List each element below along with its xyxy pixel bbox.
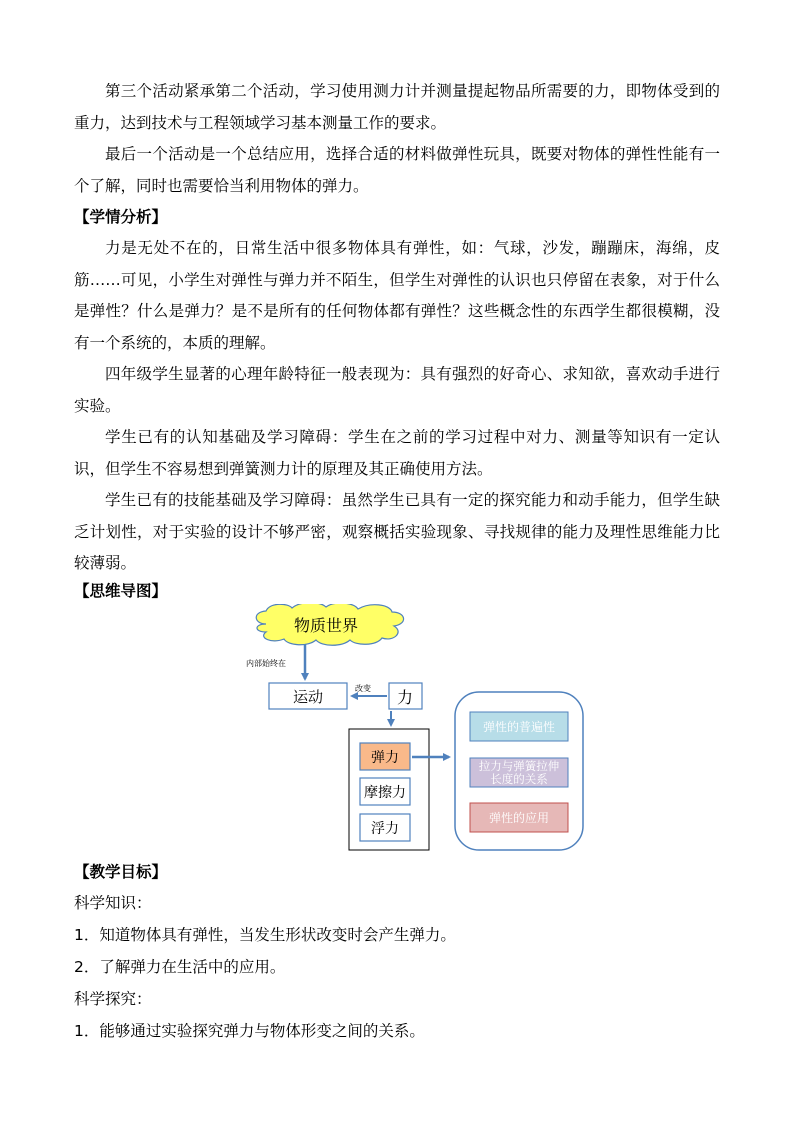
- goal-knowledge-item-1: 1．知道物体具有弹性，当发生形状改变时会产生弹力。: [74, 926, 456, 944]
- elastic-force-label: 弹力: [371, 750, 399, 766]
- goal-inquiry-item-1: 1．能够通过实验探究弹力与物体形变之间的关系。: [74, 1022, 425, 1040]
- paragraph-last-activity: 最后一个活动是一个总结应用，选择合适的材料做弹性玩具，既要对物体的弹性性能有一个了解，同时也需要恰当利用物体的弹力。: [74, 145, 720, 195]
- paragraph-activity-three: 第三个活动紧承第二个活动，学习使用测力计并测量提起物品所需要的力，即物体受到的重力，达到技术与工程领域学习基本测量工作的要求。: [74, 82, 720, 132]
- friction-label: 摩擦力: [364, 785, 406, 801]
- heading-mind-map: 【思维导图】: [74, 582, 168, 600]
- cloud-label: 物质世界: [293, 616, 359, 635]
- tension-label-line1: 拉力与弹簧拉伸: [478, 759, 560, 773]
- force-label: 力: [396, 688, 414, 707]
- paragraph-force-everywhere: 力是无处不在的，日常生活中很多物体具有弹性，如：气球，沙发，蹦蹦床，海绵，皮筋……可见，小学生对弹性与弹力并不陌生，但学生对弹性的认识也只停留在表象，对于什么是弹性？什么是弹力？是不是所有的任何物体都有弹性？这些概念性的东西学生都很模糊，没有一个系统的，本质的理解。: [74, 239, 720, 352]
- goal-knowledge-item-2: 2．了解弹力在生活中的应用。: [74, 958, 286, 976]
- goal-knowledge-title: 科学知识：: [74, 894, 152, 912]
- buoyancy-label: 浮力: [371, 821, 399, 837]
- arrow-label-internal: 内部始终在: [246, 659, 286, 668]
- universality-label: 弹性的普遍性: [482, 720, 556, 734]
- paragraph-age-features: 四年级学生显著的心理年龄特征一般表现为：具有强烈的好奇心、求知欲，喜欢动手进行实验。: [74, 365, 720, 415]
- heading-student-analysis: 【学情分析】: [74, 208, 168, 226]
- application-label: 弹性的应用: [488, 811, 550, 825]
- motion-label: 运动: [292, 688, 324, 706]
- tension-label-line2: 长度的关系: [490, 772, 548, 786]
- goal-inquiry-title: 科学探究：: [74, 990, 152, 1008]
- heading-teaching-goals: 【教学目标】: [74, 863, 168, 881]
- mind-map-diagram: [244, 604, 589, 852]
- arrow-label-change: 改变: [355, 684, 371, 693]
- paragraph-cognitive-basis: 学生已有的认知基础及学习障碍：学生在之前的学习过程中对力、测量等知识有一定认识，但学生不容易想到弹簧测力计的原理及其正确使用方法。: [74, 428, 720, 478]
- paragraph-skill-basis: 学生已有的技能基础及学习障碍：虽然学生已具有一定的探究能力和动手能力，但学生缺乏计划性，对于实验的设计不够严密，观察概括实验现象、寻找规律的能力及理性思维能力比较薄弱。: [74, 491, 720, 572]
